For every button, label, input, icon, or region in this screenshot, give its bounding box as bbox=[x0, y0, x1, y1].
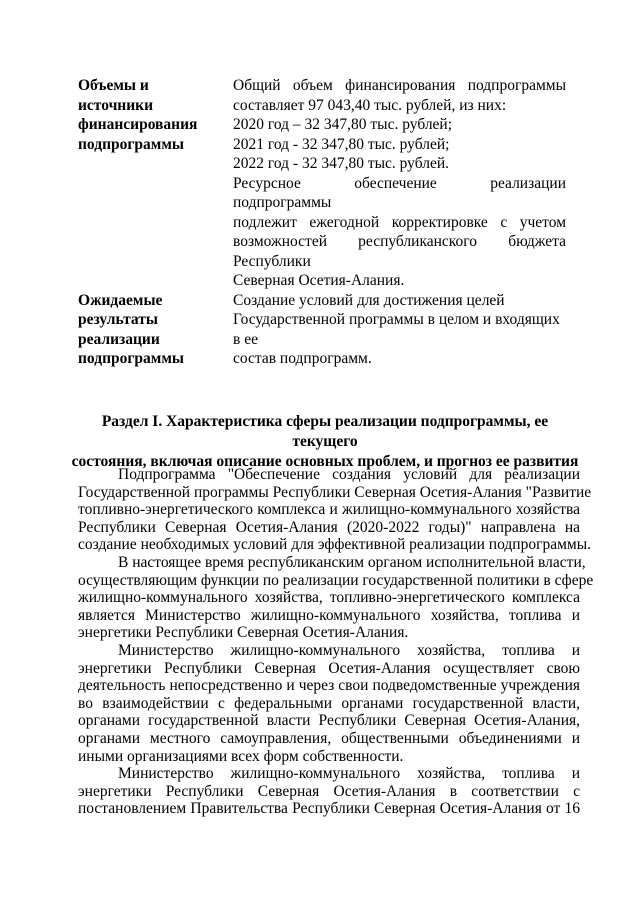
paragraph-line: является Министерство жилищно-коммунального хозяйства, топлива и bbox=[78, 606, 580, 624]
value-line: Северная Осетия-Алания. bbox=[233, 272, 405, 289]
value-line: Государственной программы в целом и входящих в ее bbox=[233, 311, 560, 348]
value-line: составляет 97 043,40 тыс. рублей, из них: bbox=[233, 96, 507, 114]
paragraph-line: жилищно-коммунального хозяйства, топливно-энергетического комплекса bbox=[78, 589, 580, 607]
paragraph-line: постановлением Правительства Республики Северная Осетия-Алания от 16 bbox=[78, 800, 580, 818]
value-line: 2020 год – 32 347,80 тыс. рублей; bbox=[233, 116, 453, 133]
paragraph-line: Министерство жилищно-коммунального хозяйства, топлива и bbox=[118, 641, 580, 659]
passport-value bbox=[233, 291, 566, 369]
paragraph-line: В настоящее время республиканским органом исполнительной власти, bbox=[118, 553, 586, 571]
value-line: Общий объем финансирования подпрограммы bbox=[233, 77, 566, 94]
paragraph-line: создание необходимых условий для эффективной реализации подпрограммы. bbox=[78, 536, 591, 554]
label-line: подпрограммы bbox=[78, 135, 185, 153]
paragraph-line: Подпрограмма "Обеспечение создания условий для реализации bbox=[118, 466, 580, 483]
label-line: финансирования bbox=[78, 116, 198, 133]
paragraph-line: органами государственной власти Республики Северная Осетия-Алания, bbox=[78, 712, 580, 730]
label-line: результаты bbox=[78, 311, 158, 328]
passport-label bbox=[78, 76, 233, 291]
label-line: источники bbox=[78, 96, 154, 114]
body-text bbox=[78, 466, 594, 818]
value-line: 2022 год - 32 347,80 тыс. рублей. bbox=[233, 155, 450, 172]
paragraph-line: энергетики Республики Северная Осетия-Алания в соответствии с bbox=[78, 782, 580, 800]
value-line: Создание условий для достижения целей bbox=[233, 291, 505, 309]
value-line: Ресурсное обеспечение реализации подпрограммы bbox=[233, 174, 566, 211]
passport-label bbox=[78, 291, 233, 369]
paragraph-line: энергетики Республики Северная Осетия-Алания. bbox=[78, 624, 409, 642]
paragraph-line: энергетики Республики Северная Осетия-Алания осуществляет свою bbox=[78, 659, 580, 677]
label-line: подпрограммы bbox=[78, 350, 185, 367]
label-line: Ожидаемые bbox=[78, 291, 163, 309]
label-line: реализации bbox=[78, 330, 160, 348]
passport-row-financing bbox=[78, 76, 566, 291]
passport-row-results bbox=[78, 291, 566, 369]
value-line: состав подпрограмм. bbox=[233, 350, 372, 367]
section-heading-line: состояния, включая описание основных проблем, и прогноз ее развития bbox=[71, 453, 579, 470]
passport-table bbox=[78, 76, 566, 369]
passport-value bbox=[233, 76, 566, 291]
paragraph-line: деятельность непосредственно и через свои подведомственные учреждения bbox=[78, 677, 580, 695]
paragraph-line: Министерство жилищно-коммунального хозяйства, топлива и bbox=[118, 765, 580, 783]
paragraph-line: во взаимодействии с федеральными органами государственной власти, bbox=[78, 694, 580, 712]
paragraph-line: топливно-энергетического комплекса и жилищно-коммунального хозяйства bbox=[78, 501, 580, 519]
section-heading-line: Раздел I. Характеристика сферы реализации подпрограммы, ее текущего bbox=[101, 413, 549, 450]
paragraph-line: Государственной программы Республики Северная Осетия-Алания "Развитие bbox=[78, 483, 592, 501]
value-line: подлежит ежегодной корректировке с учетом bbox=[233, 213, 566, 231]
value-line: 2021 год - 32 347,80 тыс. рублей; bbox=[233, 135, 450, 153]
paragraph-line: Республики Северная Осетия-Алания (2020-2022 годы)" направлена на bbox=[78, 518, 580, 536]
value-line: возможностей республиканского бюджета Республики bbox=[233, 233, 566, 270]
paragraph-line: осуществляющим функции по реализации государственной политики в сфере bbox=[78, 571, 594, 589]
paragraph-line: иными организациями всех форм собственности. bbox=[78, 747, 404, 765]
section-heading bbox=[70, 412, 580, 472]
paragraph-line: органами местного самоуправления, общественными объединениями и bbox=[78, 729, 580, 747]
label-line: Объемы и bbox=[78, 77, 149, 94]
